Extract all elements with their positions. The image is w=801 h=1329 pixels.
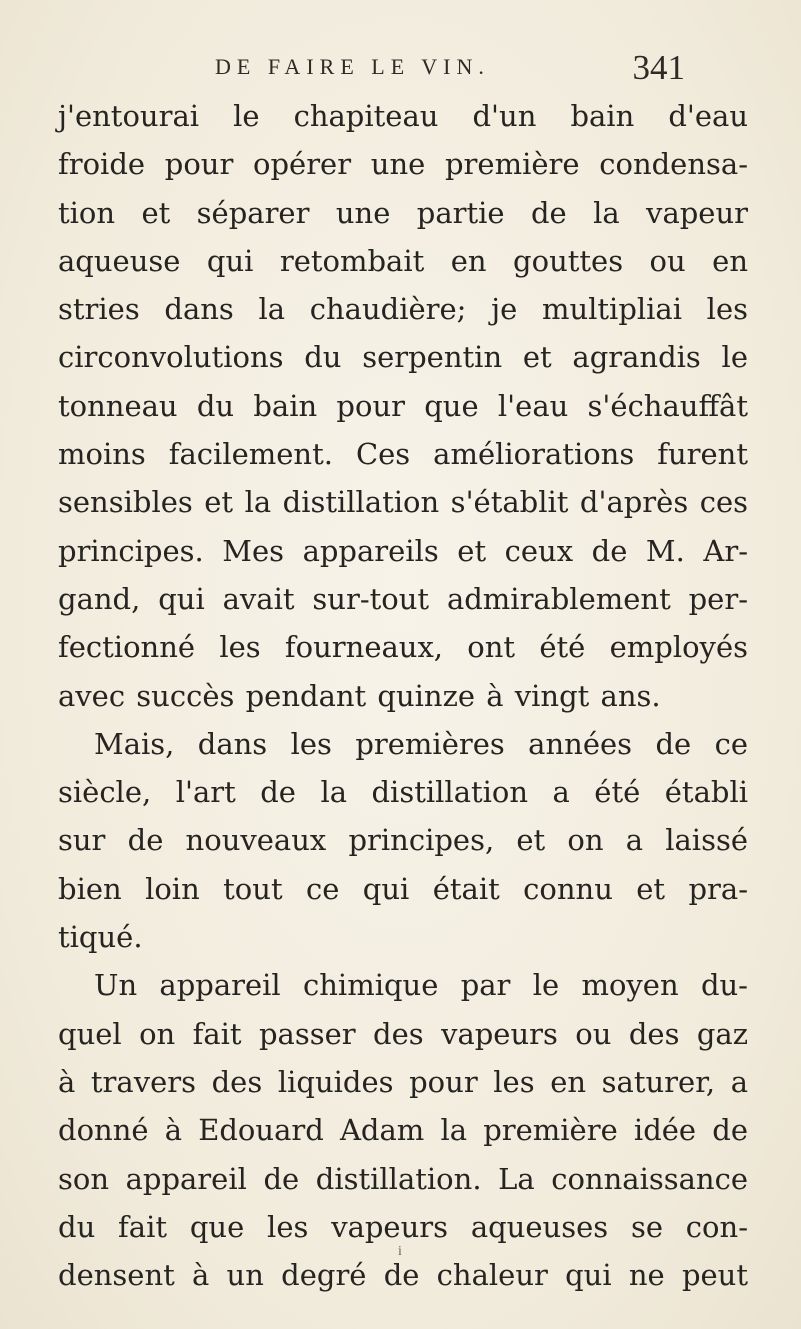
text-line: j'entourai le chapiteau d'un bain d'eau — [58, 99, 748, 133]
text-line: quel on fait passer des vapeurs ou des gaz — [58, 1016, 748, 1051]
text-line: siècle, l'art de la distillation a été établi — [58, 775, 748, 810]
page-number: 341 — [632, 48, 685, 87]
text-line: sur de nouveaux principes, et on a laissé — [58, 823, 748, 858]
text-line: gand, qui avait sur-tout admirablement per- — [58, 581, 748, 616]
text-line: moins facilement. Ces améliorations furent — [58, 437, 748, 472]
text-line: aqueuse qui retombait en gouttes ou en — [58, 243, 748, 278]
text-line: sensibles et la distillation s'établit d'après ces — [58, 485, 748, 520]
text-line: à travers des liquides pour les en saturer, a — [58, 1064, 748, 1099]
text-line: tiqué. — [58, 920, 143, 955]
text-line: froide pour opérer une première condensa- — [58, 147, 748, 182]
page-header — [215, 48, 685, 98]
text-line: tonneau du bain pour que l'eau s'échauffât — [58, 388, 748, 423]
footer-mark: i — [398, 1244, 402, 1259]
text-line: principes. Mes appareils et ceux de M. Ar- — [58, 533, 748, 568]
text-line: circonvolutions du serpentin et agrandis le — [58, 340, 748, 375]
text-line: donné à Edouard Adam la première idée de — [58, 1113, 748, 1148]
text-line: bien loin tout ce qui était connu et pra- — [58, 871, 748, 906]
running-head: DE FAIRE LE VIN. — [215, 54, 490, 79]
text-line: son appareil de distillation. La connaissance — [58, 1161, 748, 1196]
paragraph-start-line: Un appareil chimique par le moyen du- — [94, 968, 748, 1003]
text-line: densent à un degré de chaleur qui ne peut — [58, 1258, 748, 1293]
text-line: du fait que les vapeurs aqueuses se con- — [58, 1209, 748, 1244]
text-line: tion et séparer une partie de la vapeur — [58, 195, 748, 230]
paragraph-start-line: Mais, dans les premières années de ce — [94, 726, 748, 761]
body-text — [58, 92, 748, 1299]
text-line: avec succès pendant quinze à vingt ans. — [58, 678, 661, 713]
text-line: fectionné les fourneaux, ont été employés — [58, 630, 748, 665]
text-line: stries dans la chaudière; je multipliai les — [58, 292, 748, 327]
